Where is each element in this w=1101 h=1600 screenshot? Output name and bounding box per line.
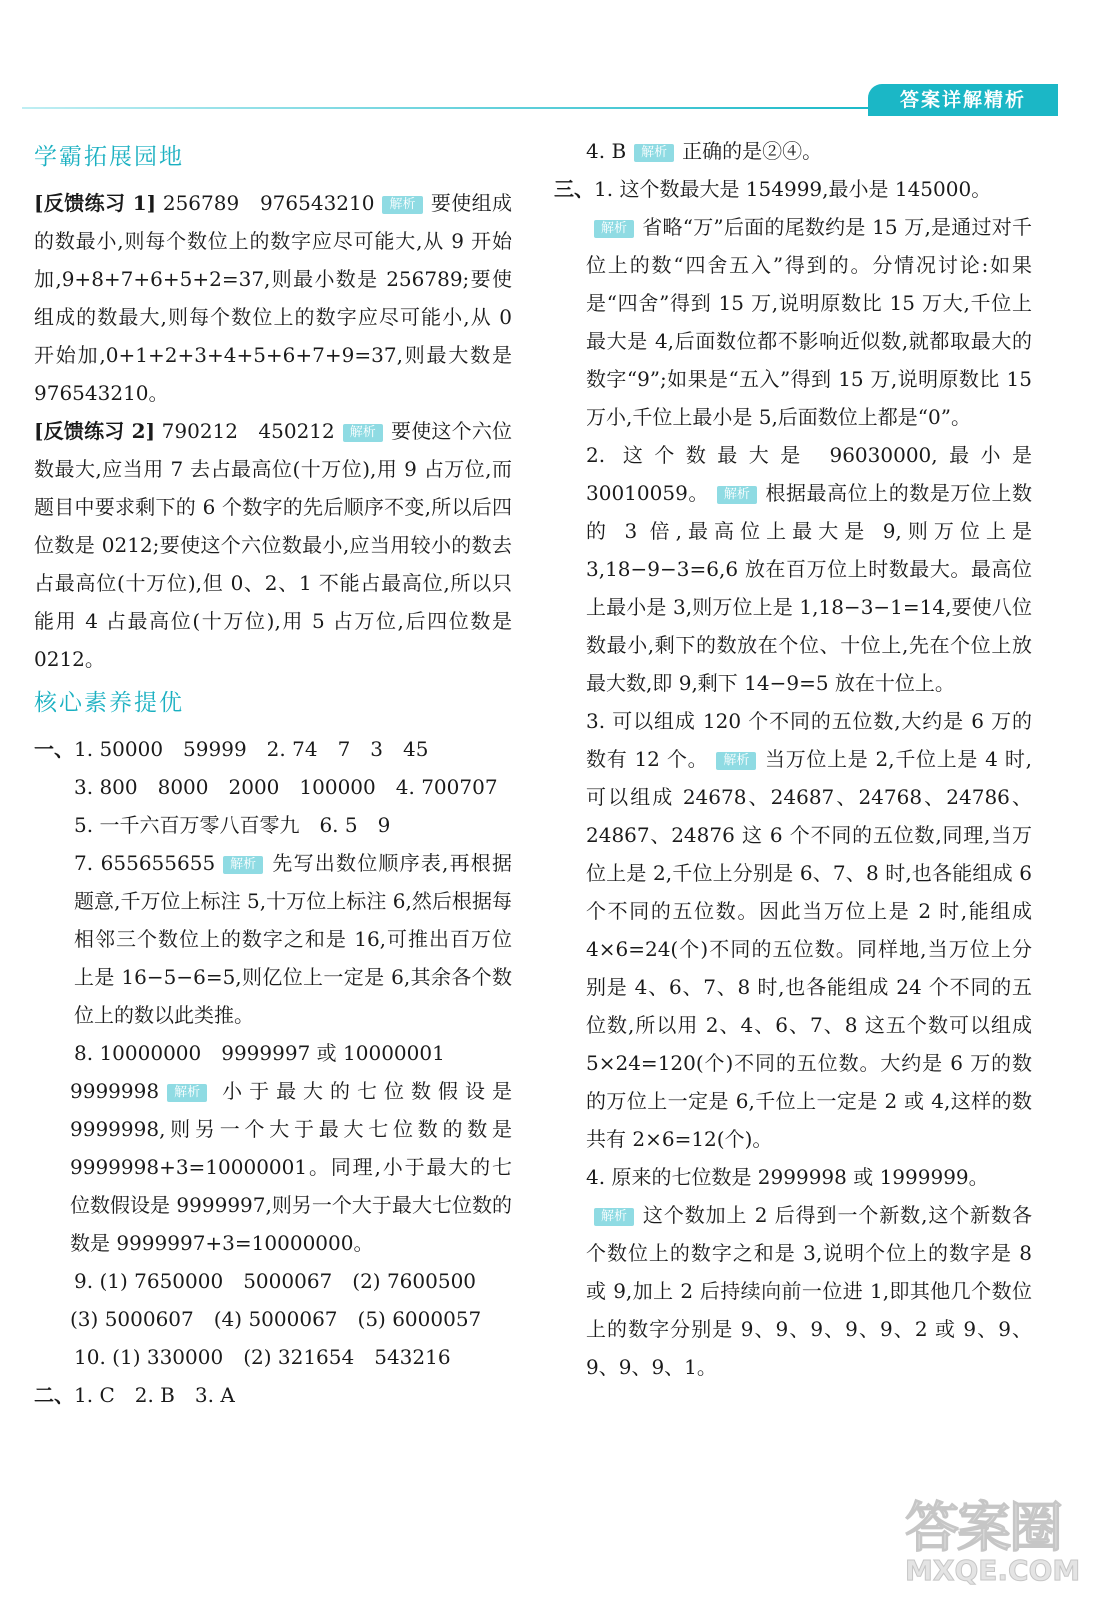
- analysis-tag: 解析: [717, 486, 757, 504]
- question-answer: 4. 原来的七位数是 2999998 或 1999999。: [586, 1165, 989, 1189]
- exercise-label: [反馈练习 2]: [34, 419, 156, 443]
- answer-line: 1. 50000 59999 2. 74 7 3 45: [74, 737, 429, 761]
- analysis-tag: 解析: [223, 856, 263, 874]
- answer-line: 1. C 2. B 3. A: [74, 1383, 235, 1407]
- site-watermark-logo: [905, 1485, 1085, 1585]
- question-answer: 3. 可以组成 120 个不同的五位数,大约是 6 万的数有 12 个。: [586, 709, 1032, 771]
- question-answer: 9999998: [70, 1079, 160, 1103]
- right-column: [554, 132, 1033, 1386]
- question-answer: 2. 这个数最大是 96030000,最小是 30010059。: [586, 443, 1032, 505]
- feedback-exercise-2: [34, 412, 512, 678]
- analysis-text: 根据最高位上的数是万位上数的 3 倍,最高位上最大是 9,则万位上是 3,18−9−3=6,6 放在百万位上时数最大。最高位上最小是 3,则万位上是 1,18−3−1=14,要使八位数最小,剩下的数放在个位、十位上,先在个位上放最大数,即 9,剩下 14−9=5 放在十位上。: [586, 481, 1033, 695]
- question-answer: 1. 这个数最大是 154999,最小是 145000。: [594, 177, 992, 201]
- part-one-line-1: [34, 730, 512, 768]
- analysis-text: 当万位上是 2,千位上是 4 时,可以组成 24678、24687、24768、24786、24867、24876 这 6 个不同的五位数,同理,当万位上是 2,千位上分别是 6、7、8 时,也各能组成 6 个不同的五位数。因此当万位上是 2 时,能组成 4×6=24(个)不同的五位数。同样地,当万位上分别是 4、6、7、8 时,也各能组成 24 个不同的五位数,所以用 2、4、6、7、8 这五个数可以组成 5×24=120(个)不同的五位数。大约是 6 万的数的万位上一定是 6,千位上一定是 2 或 4,这样的数共有 2×6=12(个)。: [586, 747, 1032, 1151]
- question-8-answer: 8. 10000000 9999997 或 10000001: [74, 1041, 445, 1065]
- header-rule: [22, 107, 880, 109]
- analysis-text: 小于最大的七位数假设是 9999998,则另一个大于最大七位数的数是 9999998+3=10000001。同理,小于最大的七位数假设是 9999997,则另一个大于最大七位数的数是 9999997+3=10000000。: [70, 1079, 512, 1255]
- part-three-question-1: [554, 170, 1032, 208]
- analysis-text: 要使这个六位数最大,应当用 7 去占最高位(十万位),用 9 占万位,而题目中要求剩下的 6 个数字的先后顺序不变,所以后四位数是 0212;要使这个六位数最小,应当用较小的数去占最高位(十万位),但 0、2、1 不能占最高位,所以只能用 4 占最高位(十万位),用 5 占万位,后四位数是 0212。: [34, 419, 513, 671]
- analysis-tag: 解析: [716, 752, 756, 770]
- question-7: [34, 844, 512, 1034]
- part-prefix: 三、: [554, 177, 594, 201]
- watermark-top: 答案圈: [905, 1496, 1061, 1559]
- part-three-question-4: [586, 1158, 1032, 1196]
- section-title-xueba: 学霸拓展园地: [34, 144, 184, 170]
- exercise-answer: 790212 450212: [161, 419, 335, 443]
- part-three-question-1-analysis: [586, 208, 1032, 436]
- part-prefix: 一、: [34, 737, 74, 761]
- analysis-tag: 解析: [594, 1208, 634, 1226]
- question-answer: 4. B: [586, 139, 627, 163]
- analysis-tag: 解析: [594, 220, 634, 238]
- analysis-text: 要使组成的数最小,则每个数位上的数字应尽可能大,从 9 开始加,9+8+7+6+5+2=37,则最小数是 256789;要使组成的数最大,则每个数位上的数字应尽可能小,从 0 开始加,0+1+2+3+4+5+6+7+9=37,则最大数是 976543210。: [34, 191, 513, 405]
- part-one-question-4: [586, 132, 1032, 170]
- part-prefix: 二、: [34, 1383, 74, 1407]
- feedback-exercise-1: [34, 184, 512, 412]
- left-column: [34, 132, 512, 1414]
- analysis-text: 先写出数位顺序表,再根据题意,千万位上标注 5,十万位上标注 6,然后根据每相邻三个数位上的数字之和是 16,可推出百万位上是 16−5−6=5,则亿位上一定是 6,其余各个数位上的数以此类推。: [74, 851, 512, 1027]
- question-9-line-2: (3) 5000607 (4) 5000067 (5) 6000057: [70, 1307, 482, 1331]
- analysis-text: 省略“万”后面的尾数约是 15 万,是通过对千位上的数“四舍五入”得到的。分情况讨论:如果是“四舍”得到 15 万,说明原数比 15 万大,千位上最大是 4,后面数位都不影响近似数,就都取最大的数字“9”;如果是“五入”得到 15 万,说明原数比 15 万小,千位上最小是 5,后面数位上都是“0”。: [586, 215, 1032, 429]
- exercise-answer: 256789 976543210: [162, 191, 375, 215]
- analysis-text: 这个数加上 2 后得到一个新数,这个新数各个数位上的数字之和是 3,说明个位上的数字是 8 或 9,加上 2 后持续向前一位进 1,即其他几个数位上的数字分别是 9、9、9、9、9、2 或 9、9、9、9、9、1。: [586, 1203, 1032, 1379]
- watermark-bottom: MXQE.COM: [905, 1554, 1081, 1587]
- part-one-line-3: 5. 一千六百万零八百零九 6. 5 9: [74, 813, 391, 837]
- question-9-line-1: 9. (1) 7650000 5000067 (2) 7600500: [74, 1269, 477, 1293]
- header-section-tab: 答案详解精析: [868, 84, 1058, 116]
- question-10: 10. (1) 330000 (2) 321654 543216: [74, 1345, 451, 1369]
- section-title-hexin: 核心素养提优: [34, 690, 184, 716]
- exercise-label: [反馈练习 1]: [34, 191, 157, 215]
- analysis-tag: 解析: [343, 424, 383, 442]
- question-8-analysis: [34, 1072, 512, 1262]
- analysis-tag: 解析: [167, 1084, 207, 1102]
- analysis-tag: 解析: [382, 196, 422, 214]
- analysis-tag: 解析: [634, 144, 674, 162]
- part-three-question-4-analysis: [586, 1196, 1032, 1386]
- analysis-text: 正确的是②④。: [682, 139, 823, 163]
- part-one-line-2: 3. 800 8000 2000 100000 4. 700707: [74, 775, 498, 799]
- question-answer: 7. 655655655: [74, 851, 216, 875]
- part-three-question-3: [586, 702, 1032, 1158]
- part-two: [34, 1376, 512, 1414]
- part-three-question-2: [586, 436, 1032, 702]
